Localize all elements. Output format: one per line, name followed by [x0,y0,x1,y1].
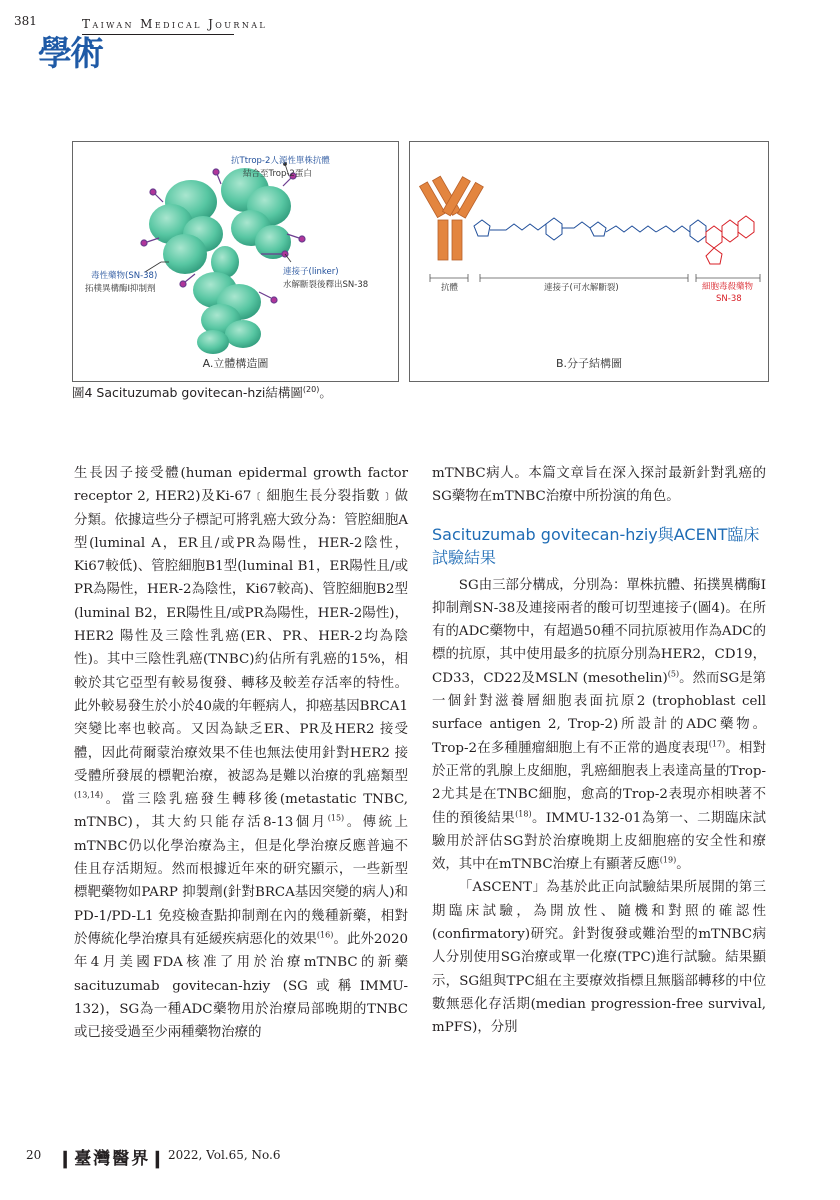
citation: (19) [659,855,677,865]
molecular-structure-illustration [410,142,768,381]
section-heading: Sacituzumab govitecan-hziy與ACENT臨床試驗結果 [432,524,760,567]
page-number-top: 381 [14,14,37,28]
footer-logo: ❙臺灣醫界❙ [58,1149,167,1169]
footer-issue: 2022, Vol.65, No.6 [168,1148,281,1162]
section-mark: 學術 [38,34,102,74]
label-linker: 連接子(linker) [283,267,339,277]
right-paragraph-0: mTNBC病人。本篇文章旨在深入探討最新針對乳癌的SG藥物在mTNBC治療中所扮演的角色。 [432,466,766,505]
panel-b-title: B.分子結構圖 [555,357,623,370]
left-paragraph-1 [74,462,408,1044]
text-run: 。 [676,857,690,873]
text-run: SG由三部分構成，分別為：單株抗體、拓撲異構酶I抑制劑SN-38及連接兩者的酸可切型連接子(圖4)。在所有的ADC藥物中，有超過50種不同抗原被用作為ADC的標的抗原，其中使用最多的抗原分別為HER2，CD19，CD33，CD22及MSLN (mesothelin) [432,577,766,686]
text-run: 。然而SG是第一個針對滋養層細胞表面抗原2 (trophoblast cell surface antigen 2, Trop-2)所設計的ADC藥物。Trop-2在多種腫瘤細胞上有不正常的過度表現 [432,670,767,756]
figure-caption [72,383,332,401]
citation: (18) [515,809,532,819]
citation: (13,14) [74,790,104,800]
figure-caption-ref: (20) [302,384,320,394]
label-antibody-binding: 抗Ttrop-2人源性單株抗體 [231,156,330,166]
figure-caption-text: 圖4 Sacituzumab govitecan-hzi結構圖 [72,385,303,400]
label-sn38: SN-38 [716,294,742,304]
right-paragraph-1 [432,574,766,877]
label-toxic-drug-sub: 拓樸異構酶I抑制劑 [85,284,156,294]
label-toxic-drug: 毒性藥物(SN-38) [91,271,158,281]
antibody-3d-illustration [73,142,398,381]
text-run: 。IMMU-132-01為第一、二期臨床試驗用於評估SG對於治療晚期上皮細胞癌的安全性和療效，其中在mTNBC治療上有顯著反應 [432,810,766,873]
text-run: 生長因子接受體(human epidermal growth factor receptor 2, HER2)及Ki-67﹝細胞生長分裂指數﹞做分類。依據這些分子標記可將乳癌大致分為：管腔細胞A型(luminal A，ER且/或PR為陽性，HER-2陰性，Ki67較低)、管腔細胞B1型(luminal B1，ER陽性且/或PR為陽性，HER-2為陰性，Ki67較高)、管腔細胞B2型(luminal B2，ER陽性且/或PR為陽性，HER-2陽性)，HER2 陽性及三陰性乳癌(ER、PR、HER-2均為陰性)。其中三陰性乳癌(TNBC)約佔所有乳癌的15%，相較於其它亞型有較易復發、轉移及較差存活率的特性。此外較易發生於小於40歲的年輕病人，抑癌基因BRCA1突變比率也較高。又因為缺乏ER、PR及HER2 接受體，因此荷爾蒙治療效果不佳也無法使用針對HER2 接受體所發展的標靶治療，被認為是難以治療的乳癌類型 [74,466,408,784]
label-linker-sub: 水解斷裂後釋出SN-38 [283,280,369,290]
text-run: 。此外2020年4月美國FDA核准了用於治療mTNBC的新藥sacituzumab govitecan-hziy (SG或稱IMMU-132)，SG為一種ADC藥物用於治療局部晚期的TNBC或已接受過至少兩種藥物治療的 [74,931,409,1041]
label-cleavable-linker: 連接子(可水解斷裂) [544,283,619,293]
panel-a-title: A.立體構造圖 [202,357,269,370]
label-cytotoxic-drug: 細胞毒殺藥物 [702,282,754,292]
citation: (17) [708,739,726,749]
label-antibody-binding-sub: 結合至Trop-2蛋白 [243,169,312,179]
figure-caption-end: 。 [319,385,332,400]
text-run: 。傳統上mTNBC仍以化學治療為主，但是化學治療反應普遍不佳且存活期短。然而根據近年來的研究顯示，一些新型標靶藥物如PARP 抑製劑(針對BRCA基因突變的病人)和PD-1/PD-L1 免疫檢查點抑制劑在內的幾種新藥，相對於傳統化學治療具有延緩疾病惡化的效果 [74,815,408,947]
right-paragraph-2: 「ASCENT」為基於此正向試驗結果所展開的第三期臨床試驗，為開放性、隨機和對照的確認性(confirmatory)研究。針對復發或難治型的mTNBC病人分別使用SG治療或單一化療(TPC)進行試驗。結果顯示，SG組與TPC組在主要療效指標且無腦部轉移的中位數無惡化存活期(median progression-free survival, mPFS)，分別 [432,880,766,1036]
left-column [74,462,408,1044]
figure-panel-b [409,141,769,382]
citation: (5) [667,669,680,679]
figure-panel-a [72,141,399,382]
right-column [432,462,766,1040]
text-run: 。當三陰乳癌發生轉移後(metastatic TNBC, mTNBC)，其大約只能存活8-13個月 [74,792,408,831]
page-number-bottom: 20 [26,1148,42,1162]
footer-logo-text: 臺灣醫界 [74,1149,151,1169]
citation: (15) [327,813,345,823]
label-antibody: 抗體 [441,283,459,293]
text-run: 。相對於正常的乳腺上皮細胞，乳癌細胞表上表達高量的Trop-2尤其是在TNBC細胞，愈高的Trop-2表現亦相映著不佳的預後結果 [432,740,767,826]
journal-name: Taiwan Medical Journal [82,17,268,31]
header-rule [82,34,234,35]
citation: (16) [316,930,334,940]
